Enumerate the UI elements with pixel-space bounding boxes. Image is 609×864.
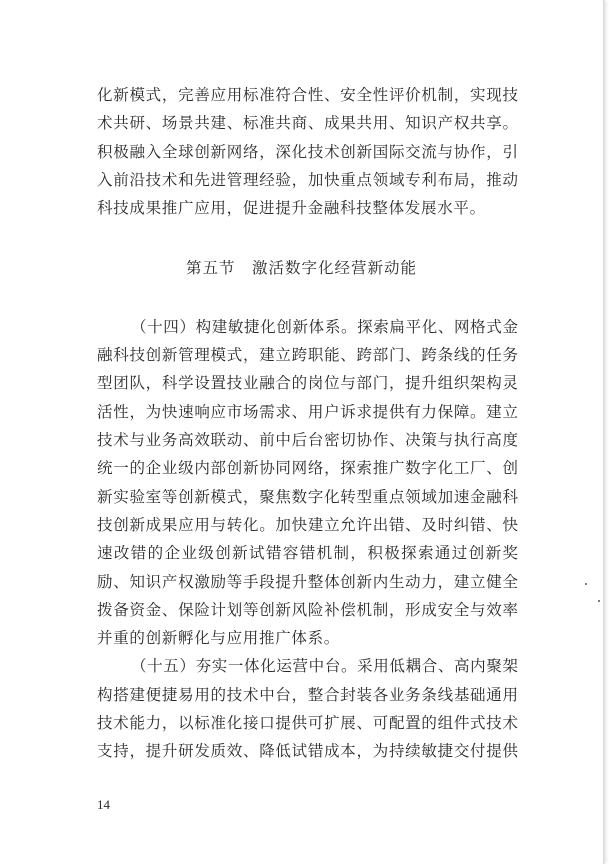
text-line: 术共研、场景共建、标准共商、成果共用、知识产权共享。	[97, 114, 518, 132]
section-heading: 第五节 激活数字化经营新动能	[185, 259, 417, 277]
text-line: 技术能力，以标准化接口提供可扩展、可配置的组件式技术	[97, 714, 518, 732]
text-line: 型团队，科学设置技业融合的岗位与部门，提升组织架构灵	[97, 374, 518, 392]
scan-speck	[585, 583, 587, 585]
text-line: 拨备资金、保险计划等创新风险补偿机制，形成安全与效率	[97, 601, 518, 619]
text-line: 科技成果推广应用，促进提升金融科技整体发展水平。	[97, 199, 486, 217]
text-line: 积极融入全球创新网络，深化技术创新国际交流与协作，引	[97, 143, 518, 161]
text-line: 励、知识产权激励等手段提升整体创新内生动力，建立健全	[97, 573, 518, 591]
scan-speck	[598, 600, 600, 602]
text-line: 新实验室等创新模式，聚焦数字化转型重点领域加速金融科	[97, 488, 518, 506]
page-number: 14	[97, 797, 110, 812]
text-line: 化新模式，完善应用标准符合性、安全性评价机制，实现技	[97, 86, 518, 104]
text-line: 融科技创新管理模式，建立跨职能、跨部门、跨条线的任务	[97, 346, 518, 364]
text-line: （十四）构建敏捷化创新体系。探索扁平化、网格式金	[131, 318, 518, 336]
text-line: 技创新成果应用与转化。加快建立允许出错、及时纠错、快	[97, 516, 518, 534]
text-line: 速改错的企业级创新试错容错机制，积极探索通过创新奖	[97, 544, 518, 562]
text-line: 并重的创新孵化与应用推广体系。	[97, 629, 341, 647]
text-line: 入前沿技术和先进管理经验，加快重点领域专利布局，推动	[97, 171, 518, 189]
text-line: 支持，提升研发质效、降低试错成本，为持续敏捷交付提供	[97, 742, 518, 760]
text-line: 活性，为快速响应市场需求、用户诉求提供有力保障。建立	[97, 403, 518, 421]
text-line: 统一的企业级内部创新协同网络，探索推广数字化工厂、创	[97, 459, 518, 477]
text-line: 技术与业务高效联动、前中后台密切协作、决策与执行高度	[97, 431, 518, 449]
text-line: （十五）夯实一体化运营中台。采用低耦合、高内聚架	[131, 657, 518, 675]
text-line: 构搭建便捷易用的技术中台，整合封装各业务条线基础通用	[97, 686, 518, 704]
